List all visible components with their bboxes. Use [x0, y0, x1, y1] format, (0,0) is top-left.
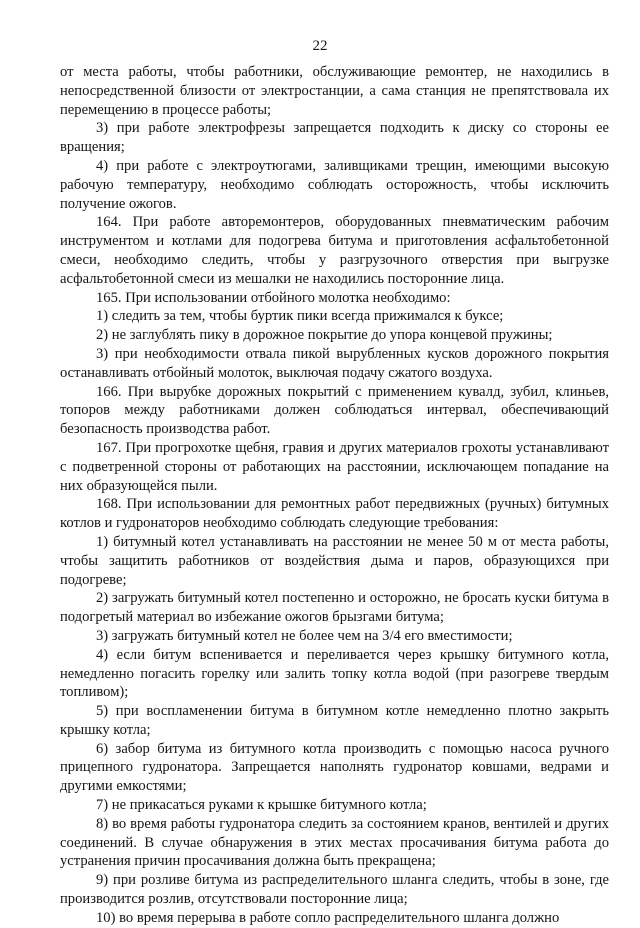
paragraph: 2) загружать битумный котел постепенно и осторожно, не бросать куски битума в подогретый материал во избежание ожогов брызгами битума;	[60, 590, 609, 626]
paragraph: 4) если битум вспенивается и переливается через крышку битумного котла, немедленно погасить горелку или залить топку котла водой (при разогреве твердым топливом);	[60, 646, 609, 701]
paragraph: 1) битумный котел устанавливать на расстоянии не менее 50 м от места работы, чтобы защитить работников от воздействия дыма и паров, образующихся при подогреве;	[60, 533, 609, 588]
paragraph: 7) не прикасаться руками к крышке битумного котла;	[96, 797, 427, 814]
paragraph: 9) при розливе битума из распределительного шланга следить, чтобы в зоне, где производится розлив, отсутствовали посторонние лица;	[60, 872, 609, 908]
paragraph: 168. При использовании для ремонтных работ передвижных (ручных) битумных котлов и гудронаторов необходимо соблюдать следующие требования:	[60, 496, 609, 532]
paragraph: от места работы, чтобы работники, обслуживающие ремонтер, не находились в непосредственной близости от электростанции, а сама станция не препятствовала их перемещению в процессе работы;	[60, 64, 609, 118]
paragraph: 5) при воспламенении битума в битумном котле немедленно плотно закрыть крышку котла;	[60, 703, 609, 738]
paragraph: 4) при работе с электроутюгами, заливщиками трещин, имеющими высокую рабочую температуру, необходимо соблюдать осторожность, чтобы исключить получение ожогов.	[60, 157, 609, 212]
paragraph: 8) во время работы гудронатора следить за состоянием кранов, вентилей и других соединений. В случае обнаружения в этих местах просачивания битума работа до устранения причин просачивания должна быть прекращена;	[60, 815, 609, 870]
paragraph: 2) не заглублять пику в дорожное покрытие до упора концевой пружины;	[96, 327, 553, 344]
paragraph: 3) при необходимости отвала пикой вырубленных кусков дорожного покрытия останавливать отбойный молоток, выключая подачу сжатого воздуха.	[60, 345, 609, 381]
paragraph: 3) загружать битумный котел не более чем на 3/4 его вместимости;	[96, 627, 513, 644]
paragraph: 6) забор битума из битумного котла производить с помощью насоса ручного прицепного гудронатора. Запрещается наполнять гудронатор ковшами, ведрами и другими емкостями;	[60, 740, 609, 795]
paragraph: 167. При прогрохотке щебня, гравия и других материалов грохоты устанавливают с подветренной стороны от работающих на расстоянии, исключающем попадание на них образующейся пыли.	[60, 439, 609, 494]
paragraph: 166. При вырубке дорожных покрытий с применением кувалд, зубил, клиньев, топоров между работниками должен соблюдаться интервал, обеспечивающий безопасность производства работ.	[60, 383, 609, 438]
paragraph: 164. При работе авторемонтеров, оборудованных пневматическим рабочим инструментом и котлами для подогрева битума и приготовления асфальтобетонной смеси, необходимо следить, чтобы у разгрузочного отверстия при выгрузке асфальтобетонной смеси из мешалки не находились посторонние лица.	[60, 214, 609, 287]
paragraph: 3) при работе электрофрезы запрещается подходить к диску со стороны ее вращения;	[60, 120, 609, 156]
paragraph: 1) следить за тем, чтобы буртик пики всегда прижимался к буксе;	[96, 308, 504, 325]
page-number: 22	[312, 38, 328, 54]
paragraph: 165. При использовании отбойного молотка необходимо:	[96, 289, 451, 306]
document-body	[60, 63, 609, 928]
paragraph: 10) во время перерыва в работе сопло распределительного шланга должно	[96, 909, 560, 926]
